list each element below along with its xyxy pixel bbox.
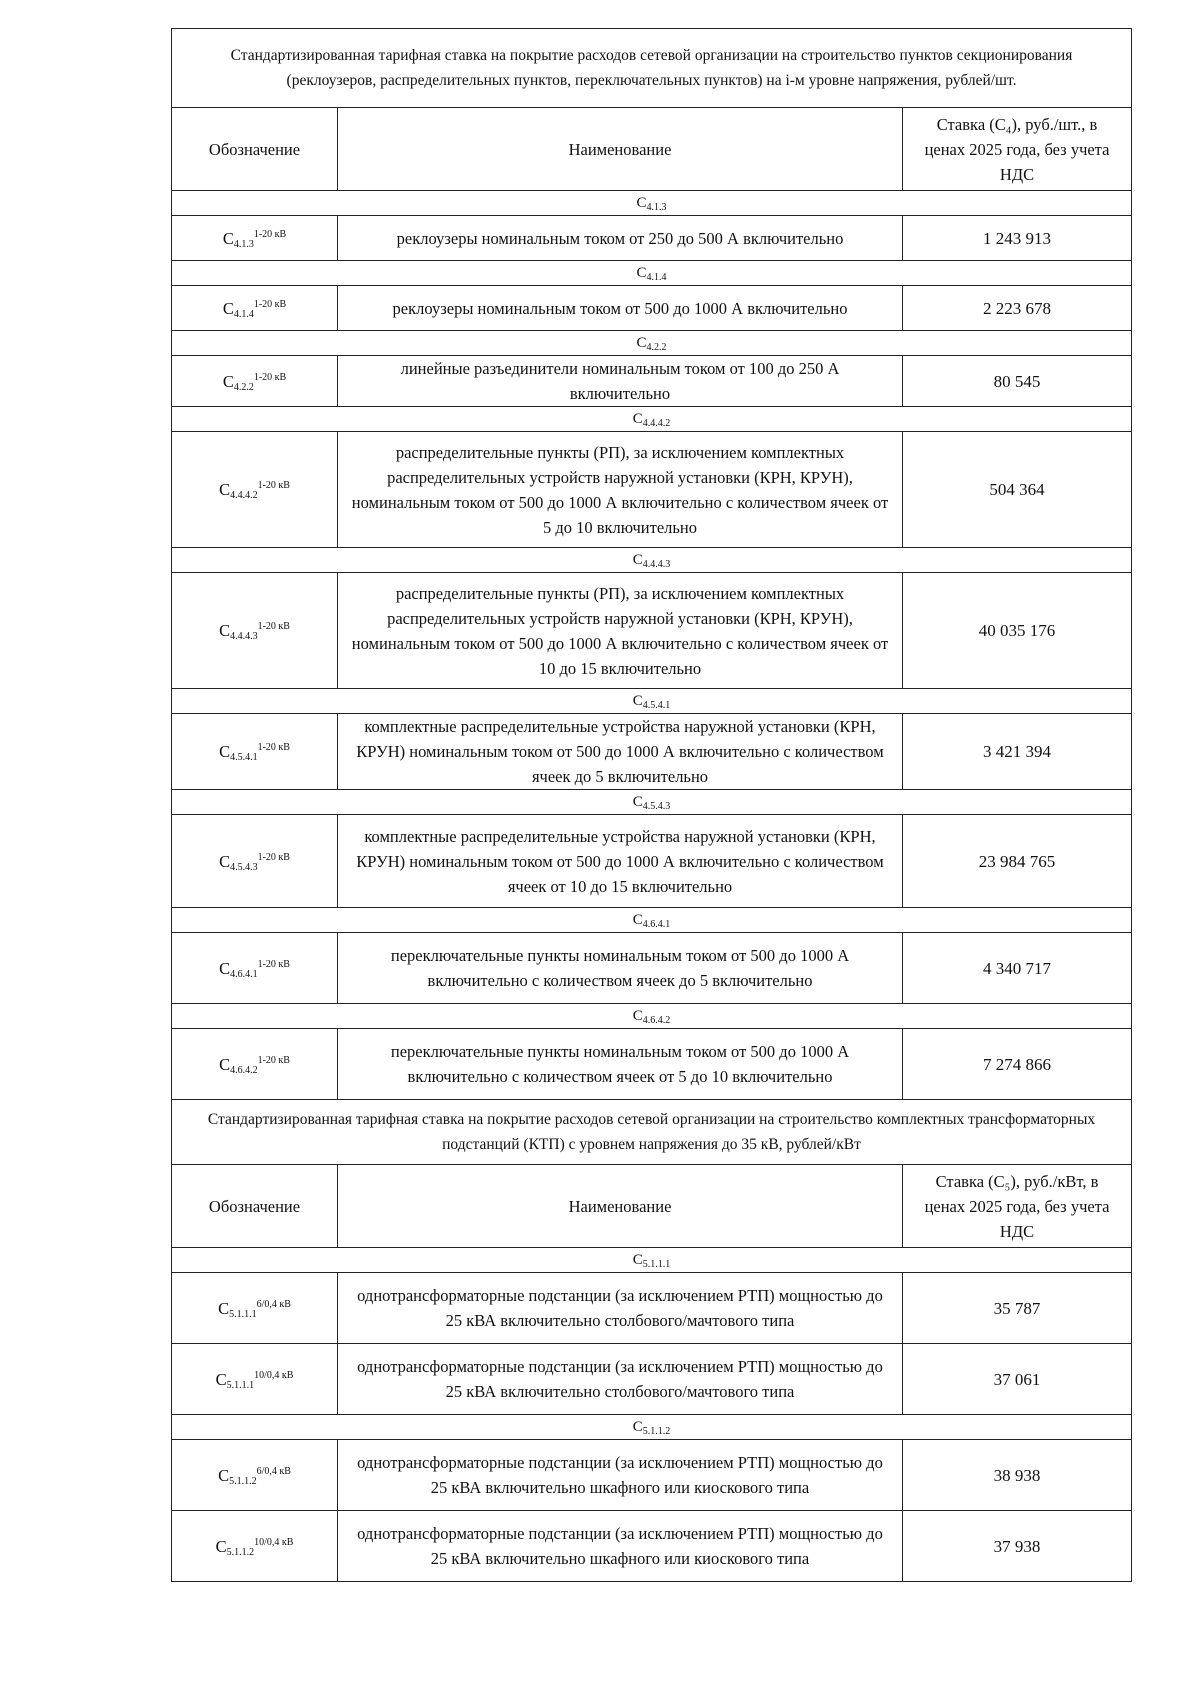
rate-code [172, 815, 338, 908]
group-code [172, 407, 1132, 432]
rate-value: 1 243 913 [903, 216, 1132, 261]
header-rate: Ставка (С₄), руб./шт., в ценах 2025 года, без учета НДС [903, 108, 1132, 191]
header-name: Наименование [338, 1165, 903, 1248]
code-subscript: 4.1.3 [233, 238, 254, 250]
rate-name: переключательные пункты номинальным током от 500 до 1000 А включительно с количеством ячеек до 5 включительно [338, 933, 903, 1004]
tariff-document [171, 28, 1131, 1582]
code-letter: С [632, 912, 643, 928]
code-letter: С [632, 693, 643, 709]
code-letter: С [219, 1054, 231, 1074]
group-row [172, 331, 1132, 356]
rate-row [172, 1273, 1132, 1344]
group-code [172, 689, 1132, 714]
rate-row [172, 286, 1132, 331]
group-row [172, 1248, 1132, 1273]
code-letter: С [632, 552, 643, 568]
voltage-superscript: 1-20 кВ [253, 228, 287, 240]
group-code [172, 191, 1132, 216]
code-letter: С [222, 228, 234, 248]
voltage-superscript: 1-20 кВ [257, 1054, 290, 1066]
rate-name: комплектные распределительные устройства наружной установки (КРН, КРУН) номинальным током от 500 до 1000 А включительно с количеством ячеек от 10 до 15 включительно [338, 815, 903, 908]
code-subscript: 5.1.1.1 [229, 1308, 257, 1320]
code-letter: С [219, 480, 231, 499]
code-subscript: 4.1.4 [646, 272, 667, 283]
rate-value: 37 061 [903, 1344, 1132, 1415]
code-letter: С [632, 1008, 643, 1024]
rate-value: 80 545 [903, 356, 1132, 407]
rate-code [172, 432, 338, 548]
rate-code [172, 714, 338, 790]
rate-row [172, 432, 1132, 548]
code-subscript: 4.1.3 [646, 202, 667, 213]
header-row [172, 108, 1132, 191]
section-title-row [172, 1100, 1132, 1165]
group-code [172, 261, 1132, 286]
voltage-superscript: 1-20 кВ [257, 742, 290, 753]
section-title-row [172, 29, 1132, 108]
group-row [172, 790, 1132, 815]
code-letter: С [219, 621, 231, 640]
group-code [172, 1004, 1132, 1029]
voltage-superscript: 10/0,4 кВ [254, 1369, 294, 1381]
voltage-superscript: 6/0,4 кВ [256, 1465, 291, 1477]
rate-row [172, 1029, 1132, 1100]
rate-code [172, 286, 338, 331]
header-row [172, 1165, 1132, 1248]
rate-name: однотрансформаторные подстанции (за исключением РТП) мощностью до 25 кВА включительно столбового/мачтового типа [338, 1344, 903, 1415]
rate-row [172, 356, 1132, 407]
rate-value: 504 364 [903, 432, 1132, 548]
code-subscript: 4.5.4.3 [230, 861, 258, 873]
code-letter: С [222, 298, 234, 318]
code-subscript: 5.1.1.1 [226, 1379, 255, 1391]
code-letter: С [636, 335, 647, 351]
group-row [172, 407, 1132, 432]
rate-name: переключательные пункты номинальным током от 500 до 1000 А включительно с количеством ячеек от 5 до 10 включительно [338, 1029, 903, 1100]
rate-row [172, 1440, 1132, 1511]
rate-row [172, 216, 1132, 261]
rate-code [172, 573, 338, 689]
code-subscript: 4.5.4.1 [230, 752, 258, 763]
code-subscript: 4.2.2 [646, 342, 667, 353]
voltage-superscript: 1-20 кВ [257, 480, 290, 491]
rate-row [172, 1511, 1132, 1582]
code-letter: С [218, 1465, 230, 1485]
voltage-superscript: 6/0,4 кВ [256, 1298, 291, 1310]
code-subscript: 4.4.4.3 [642, 559, 671, 570]
section-title: Стандартизированная тарифная ставка на покрытие расходов сетевой организации на строительство комплектных трансформаторных подстанций (КТП) с уровнем напряжения до 35 кВ, рублей/кВт [172, 1100, 1132, 1165]
group-code [172, 1415, 1132, 1440]
code-letter: С [222, 371, 234, 391]
group-row [172, 261, 1132, 286]
rate-value: 38 938 [903, 1440, 1132, 1511]
rate-row [172, 1344, 1132, 1415]
rate-code [172, 216, 338, 261]
code-subscript: 5.1.1.2 [642, 1426, 671, 1437]
rate-name: реклоузеры номинальным током от 250 до 500 А включительно [338, 216, 903, 261]
code-subscript: 4.4.4.2 [230, 490, 258, 501]
code-letter: С [636, 195, 647, 211]
rate-value: 35 787 [903, 1273, 1132, 1344]
rate-code [172, 1344, 338, 1415]
group-code [172, 790, 1132, 815]
header-designation: Обозначение [172, 108, 338, 191]
voltage-superscript: 1-20 кВ [253, 371, 287, 383]
rate-name: линейные разъединители номинальным током от 100 до 250 А включительно [338, 356, 903, 407]
rate-row [172, 815, 1132, 908]
rate-name: комплектные распределительные устройства наружной установки (КРН, КРУН) номинальным током от 500 до 1000 А включительно с количеством ячеек до 5 включительно [338, 714, 903, 790]
voltage-superscript: 1-20 кВ [253, 298, 287, 310]
rate-value: 40 035 176 [903, 573, 1132, 689]
rate-name: распределительные пункты (РП), за исключением комплектных распределительных устройств наружной установки (КРН, КРУН), номинальным током от 500 до 1000 А включительно с количеством ячеек от 5 до 10 включительно [338, 432, 903, 548]
code-letter: С [219, 742, 231, 761]
group-row [172, 689, 1132, 714]
code-subscript: 4.6.4.2 [642, 1015, 671, 1026]
rate-row [172, 714, 1132, 790]
code-letter: С [632, 1419, 643, 1435]
code-letter: С [219, 958, 231, 978]
code-letter: С [219, 851, 231, 871]
rate-code [172, 1440, 338, 1511]
group-row [172, 191, 1132, 216]
code-letter: С [636, 265, 647, 281]
voltage-superscript: 1-20 кВ [257, 958, 290, 970]
tariff-table [171, 28, 1132, 1582]
rate-row [172, 933, 1132, 1004]
group-code [172, 1248, 1132, 1273]
header-rate: Ставка (С₅), руб./кВт, в ценах 2025 года, без учета НДС [903, 1165, 1132, 1248]
rate-code [172, 1273, 338, 1344]
code-subscript: 4.5.4.3 [642, 801, 671, 812]
group-row [172, 908, 1132, 933]
code-subscript: 4.2.2 [233, 381, 254, 393]
code-subscript: 5.1.1.1 [642, 1259, 671, 1270]
code-subscript: 4.4.4.2 [642, 418, 671, 429]
header-designation: Обозначение [172, 1165, 338, 1248]
rate-code [172, 933, 338, 1004]
code-subscript: 4.6.4.2 [230, 1064, 258, 1076]
rate-row [172, 573, 1132, 689]
code-letter: С [632, 794, 643, 810]
tariff-table-body [172, 29, 1132, 1582]
rate-name: однотрансформаторные подстанции (за исключением РТП) мощностью до 25 кВА включительно шкафного или киоскового типа [338, 1440, 903, 1511]
rate-name: однотрансформаторные подстанции (за исключением РТП) мощностью до 25 кВА включительно столбового/мачтового типа [338, 1273, 903, 1344]
rate-code [172, 356, 338, 407]
rate-value: 37 938 [903, 1511, 1132, 1582]
header-name: Наименование [338, 108, 903, 191]
code-subscript: 4.6.4.1 [230, 968, 258, 980]
rate-value: 7 274 866 [903, 1029, 1132, 1100]
rate-name: реклоузеры номинальным током от 500 до 1000 А включительно [338, 286, 903, 331]
rate-value: 23 984 765 [903, 815, 1132, 908]
group-code [172, 548, 1132, 573]
section-title: Стандартизированная тарифная ставка на покрытие расходов сетевой организации на строительство пунктов секционирования (реклоузеров, распределительных пунктов, переключательных пунктов) на i-м уровне напряжения, рублей/шт. [172, 29, 1132, 108]
group-code [172, 908, 1132, 933]
group-code [172, 331, 1132, 356]
group-row [172, 548, 1132, 573]
code-subscript: 5.1.1.2 [226, 1546, 255, 1558]
code-subscript: 5.1.1.2 [229, 1475, 257, 1487]
voltage-superscript: 10/0,4 кВ [254, 1536, 294, 1548]
code-letter: С [632, 411, 643, 427]
rate-name: распределительные пункты (РП), за исключением комплектных распределительных устройств наружной установки (КРН, КРУН), номинальным током от 500 до 1000 А включительно с количеством ячеек от 10 до 15 включительно [338, 573, 903, 689]
code-letter: С [218, 1298, 230, 1318]
code-subscript: 4.5.4.1 [642, 700, 671, 711]
group-row [172, 1415, 1132, 1440]
code-letter: С [632, 1252, 643, 1268]
voltage-superscript: 1-20 кВ [257, 621, 290, 632]
rate-code [172, 1029, 338, 1100]
rate-value: 3 421 394 [903, 714, 1132, 790]
rate-name: однотрансформаторные подстанции (за исключением РТП) мощностью до 25 кВА включительно шкафного или киоскового типа [338, 1511, 903, 1582]
rate-code [172, 1511, 338, 1582]
rate-value: 4 340 717 [903, 933, 1132, 1004]
code-subscript: 4.6.4.1 [642, 919, 671, 930]
code-subscript: 4.4.4.3 [230, 631, 258, 642]
voltage-superscript: 1-20 кВ [257, 851, 290, 863]
code-subscript: 4.1.4 [233, 308, 254, 320]
group-row [172, 1004, 1132, 1029]
code-letter: С [215, 1536, 227, 1556]
code-letter: С [215, 1369, 227, 1389]
rate-value: 2 223 678 [903, 286, 1132, 331]
